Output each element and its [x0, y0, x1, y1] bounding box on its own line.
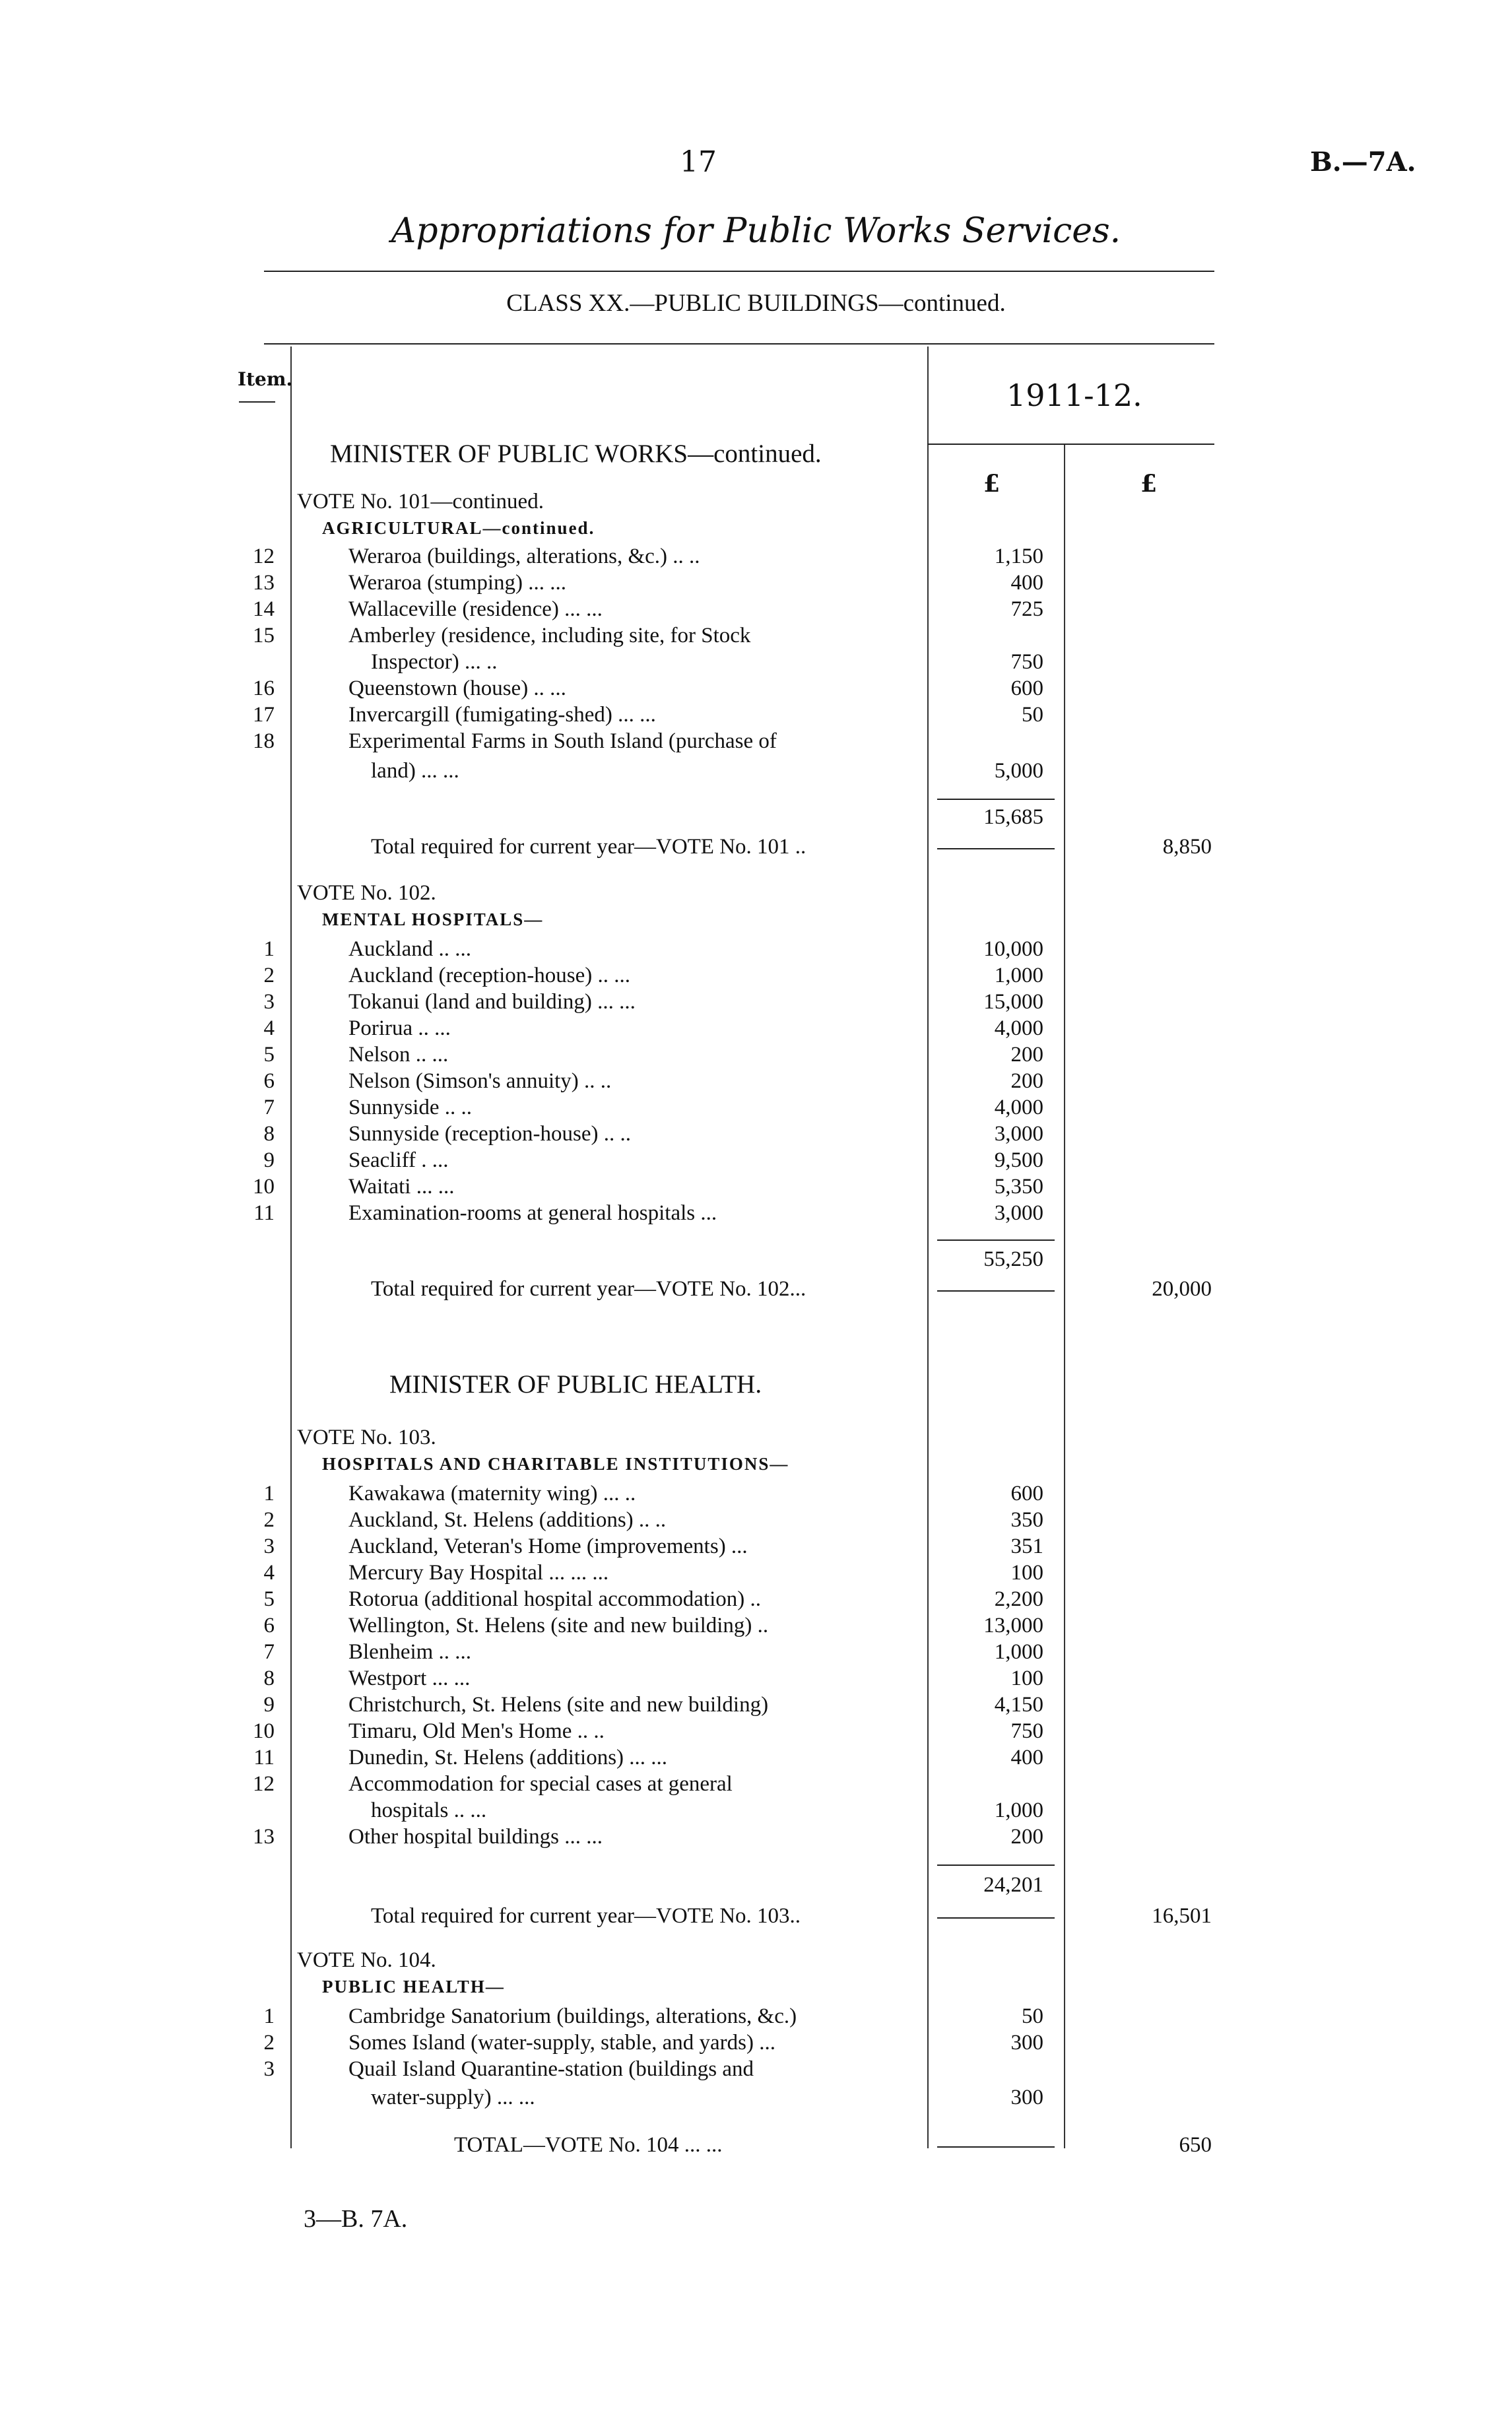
- table-row: [0, 597, 1512, 624]
- item-number: 5: [263, 1043, 275, 1067]
- item-amount: 9,500: [994, 1148, 1043, 1172]
- table-row: [0, 1482, 1512, 1508]
- vote-104-total-label: TOTAL—VOTE No. 104 ... ...: [454, 2133, 723, 2157]
- item-amount: 300: [1010, 2031, 1043, 2055]
- item-description: Tokanui (land and building) ... ...: [348, 990, 636, 1014]
- item-amount: 750: [1010, 1719, 1043, 1743]
- table-row: [0, 937, 1512, 964]
- item-amount: 200: [1010, 1825, 1043, 1849]
- table-row: [0, 1069, 1512, 1096]
- item-description: Other hospital buildings ... ...: [348, 1825, 603, 1849]
- item-number: 9: [263, 1693, 275, 1717]
- item-amount: 5,350: [994, 1175, 1043, 1199]
- item-amount: 600: [1010, 676, 1043, 700]
- currency-rule: [927, 444, 1214, 445]
- table-row: [0, 1508, 1512, 1534]
- table-row: [0, 1175, 1512, 1201]
- vote-104-total: 650: [1179, 2133, 1212, 2157]
- vote-102-total-label: Total required for current year—VOTE No. 102...: [371, 1277, 806, 1301]
- document-reference: B.—7A.: [1310, 147, 1416, 178]
- item-description: Seacliff . ...: [348, 1148, 449, 1172]
- item-number: 6: [263, 1614, 275, 1637]
- item-description-continued: hospitals .. ...: [371, 1798, 487, 1822]
- vote-101-subheading: AGRICULTURAL—continued.: [322, 518, 595, 538]
- total-rule: [937, 1290, 1055, 1292]
- item-description: Examination-rooms at general hospitals ...: [348, 1201, 717, 1225]
- table-row: [0, 1587, 1512, 1614]
- item-description: Christchurch, St. Helens (site and new building): [348, 1693, 769, 1717]
- minister-public-health-heading: MINISTER OF PUBLIC HEALTH.: [389, 1370, 762, 1399]
- table-row: [0, 571, 1512, 597]
- item-number: 3: [263, 990, 275, 1014]
- vote-103-total-label: Total required for current year—VOTE No. 103..: [371, 1904, 801, 1928]
- page-title: Appropriations for Public Works Services.: [391, 211, 1121, 251]
- item-description: Quail Island Quarantine-station (buildings and: [348, 2057, 754, 2081]
- item-amount: 4,000: [994, 1016, 1043, 1040]
- vote-101-total: 8,850: [1162, 835, 1212, 859]
- year-column-header: 1911-12.: [1006, 378, 1142, 413]
- table-row: [0, 1719, 1512, 1746]
- item-underline: [239, 401, 275, 403]
- item-description: Timaru, Old Men's Home .. ..: [348, 1719, 605, 1743]
- item-column-header: Item.: [238, 368, 293, 390]
- item-amount: 100: [1010, 1561, 1043, 1585]
- vote-103-subtotal: 24,201: [983, 1873, 1043, 1897]
- item-number: 8: [263, 1122, 275, 1146]
- table-row: [0, 544, 1512, 571]
- item-amount: 725: [1010, 597, 1043, 621]
- item-description: Auckland, St. Helens (additions) .. ..: [348, 1508, 667, 1532]
- item-number: 15: [253, 624, 275, 647]
- item-description: Wallaceville (residence) ... ...: [348, 597, 603, 621]
- item-number: 11: [253, 1201, 275, 1225]
- table-row: [0, 1666, 1512, 1693]
- item-amount: 1,000: [994, 1640, 1043, 1664]
- item-number: 7: [263, 1096, 275, 1119]
- item-description: Weraroa (stumping) ... ...: [348, 571, 566, 595]
- item-description-continued: land) ... ...: [371, 759, 459, 783]
- item-description: Amberley (residence, including site, for Stock: [348, 624, 751, 647]
- item-amount: 400: [1010, 1746, 1043, 1769]
- class-heading: CLASS XX.—PUBLIC BUILDINGS—continued.: [506, 290, 1006, 317]
- table-row: [0, 1096, 1512, 1122]
- table-row: [0, 1016, 1512, 1043]
- item-description: Sunnyside (reception-house) .. ..: [348, 1122, 631, 1146]
- item-description: Blenheim .. ...: [348, 1640, 472, 1664]
- item-number: 2: [263, 2031, 275, 2055]
- item-number: 16: [253, 676, 275, 700]
- item-number: 4: [263, 1561, 275, 1585]
- item-amount: 4,150: [994, 1693, 1043, 1717]
- vote-104-subheading: PUBLIC HEALTH—: [322, 1977, 505, 1996]
- page-number: 17: [680, 145, 717, 179]
- item-number: 8: [263, 1666, 275, 1690]
- item-number: 17: [253, 703, 275, 727]
- item-number: 2: [263, 1508, 275, 1532]
- item-amount: 600: [1010, 1482, 1043, 1505]
- item-number: 3: [263, 1534, 275, 1558]
- table-row: [0, 1693, 1512, 1719]
- item-number: 10: [253, 1719, 275, 1743]
- item-number: 18: [253, 729, 275, 753]
- item-amount: 1,000: [994, 964, 1043, 987]
- item-number: 12: [253, 1772, 275, 1796]
- signature-mark: 3—B. 7A.: [304, 2205, 408, 2233]
- item-description: Dunedin, St. Helens (additions) ... ...: [348, 1746, 668, 1769]
- item-description: Invercargill (fumigating-shed) ... ...: [348, 703, 656, 727]
- item-amount: 10,000: [983, 937, 1043, 961]
- item-description: Sunnyside .. ..: [348, 1096, 473, 1119]
- currency-header-2: £: [1140, 470, 1158, 498]
- vote-104-heading: VOTE No. 104.: [297, 1948, 436, 1972]
- item-amount: 3,000: [994, 1201, 1043, 1225]
- item-description: Auckland .. ...: [348, 937, 472, 961]
- minister-public-works-heading: MINISTER OF PUBLIC WORKS—continued.: [330, 440, 822, 468]
- subtotal-rule: [937, 1239, 1055, 1241]
- item-number: 12: [253, 544, 275, 568]
- table-row-continuation: [0, 1798, 1512, 1825]
- item-description: Wellington, St. Helens (site and new building) ..: [348, 1614, 769, 1637]
- table-row: [0, 729, 1512, 756]
- table-row: [0, 2031, 1512, 2057]
- vote-102-total: 20,000: [1152, 1277, 1212, 1301]
- item-number: 3: [263, 2057, 275, 2081]
- title-rule: [264, 271, 1214, 272]
- table-row: [0, 2004, 1512, 2031]
- item-amount: 4,000: [994, 1096, 1043, 1119]
- vote-103-subheading: HOSPITALS AND CHARITABLE INSTITUTIONS—: [322, 1454, 789, 1474]
- item-amount: 13,000: [983, 1614, 1043, 1637]
- table-row: [0, 1640, 1512, 1666]
- table-row: [0, 964, 1512, 990]
- item-description: Rotorua (additional hospital accommodation) ..: [348, 1587, 762, 1611]
- item-number: 6: [263, 1069, 275, 1093]
- item-description: Porirua .. ...: [348, 1016, 451, 1040]
- total-rule: [937, 2146, 1055, 2148]
- table-row: [0, 2057, 1512, 2084]
- item-amount: 750: [1010, 650, 1043, 674]
- item-number: 13: [253, 571, 275, 595]
- currency-header-1: £: [983, 470, 1001, 498]
- table-row: [0, 1614, 1512, 1640]
- item-number: 5: [263, 1587, 275, 1611]
- vote-103-heading: VOTE No. 103.: [297, 1426, 436, 1449]
- item-amount: 5,000: [994, 759, 1043, 783]
- item-description: Accommodation for special cases at general: [348, 1772, 733, 1796]
- vote-102-subtotal: 55,250: [983, 1247, 1043, 1271]
- item-description: Nelson (Simson's annuity) .. ..: [348, 1069, 612, 1093]
- table-row: [0, 1201, 1512, 1228]
- vote-102-heading: VOTE No. 102.: [297, 881, 436, 905]
- item-description-continued: Inspector) ... ..: [371, 650, 498, 674]
- item-number: 11: [253, 1746, 275, 1769]
- item-amount: 2,200: [994, 1587, 1043, 1611]
- item-amount: 50: [1022, 703, 1043, 727]
- item-number: 7: [263, 1640, 275, 1664]
- vote-101-subtotal: 15,685: [983, 805, 1043, 829]
- item-description: Weraroa (buildings, alterations, &c.) .. ..: [348, 544, 700, 568]
- table-row: [0, 1746, 1512, 1772]
- subtotal-rule: [937, 1864, 1055, 1866]
- table-row-continuation: [0, 650, 1512, 676]
- item-amount: 15,000: [983, 990, 1043, 1014]
- table-row: [0, 676, 1512, 703]
- table-row: [0, 1043, 1512, 1069]
- item-description: Mercury Bay Hospital ... ... ...: [348, 1561, 609, 1585]
- table-row: [0, 1561, 1512, 1587]
- item-number: 4: [263, 1016, 275, 1040]
- item-description: Cambridge Sanatorium (buildings, alterations, &c.): [348, 2004, 797, 2028]
- item-description: Nelson .. ...: [348, 1043, 449, 1067]
- item-description: Kawakawa (maternity wing) ... ..: [348, 1482, 636, 1505]
- item-amount: 351: [1010, 1534, 1043, 1558]
- item-description: Waitati ... ...: [348, 1175, 455, 1199]
- item-description: Auckland, Veteran's Home (improvements) ...: [348, 1534, 748, 1558]
- vote-101-total-label: Total required for current year—VOTE No. 101 ..: [371, 835, 806, 859]
- table-row: [0, 1772, 1512, 1798]
- item-amount: 350: [1010, 1508, 1043, 1532]
- vote-101-heading: VOTE No. 101—continued.: [297, 490, 544, 513]
- item-description: Queenstown (house) .. ...: [348, 676, 566, 700]
- table-row-continuation: [0, 2086, 1512, 2112]
- item-description: Experimental Farms in South Island (purchase of: [348, 729, 777, 753]
- item-amount: 1,150: [994, 544, 1043, 568]
- item-amount: 200: [1010, 1069, 1043, 1093]
- vote-102-subheading: MENTAL HOSPITALS—: [322, 909, 544, 929]
- item-number: 1: [263, 1482, 275, 1505]
- vote-103-total: 16,501: [1152, 1904, 1212, 1928]
- item-amount: 50: [1022, 2004, 1043, 2028]
- table-row: [0, 1122, 1512, 1148]
- item-number: 1: [263, 2004, 275, 2028]
- item-amount: 300: [1010, 2086, 1043, 2109]
- table-row: [0, 1148, 1512, 1175]
- item-number: 10: [253, 1175, 275, 1199]
- item-description: Somes Island (water-supply, stable, and yards) ...: [348, 2031, 775, 2055]
- item-number: 1: [263, 937, 275, 961]
- item-description: Auckland (reception-house) .. ...: [348, 964, 631, 987]
- table-row: [0, 1534, 1512, 1561]
- item-description-continued: water-supply) ... ...: [371, 2086, 535, 2109]
- table-row: [0, 1825, 1512, 1851]
- item-number: 9: [263, 1148, 275, 1172]
- total-rule: [937, 848, 1055, 849]
- total-rule: [937, 1917, 1055, 1919]
- item-amount: 100: [1010, 1666, 1043, 1690]
- item-amount: 200: [1010, 1043, 1043, 1067]
- table-row: [0, 703, 1512, 729]
- item-amount: 3,000: [994, 1122, 1043, 1146]
- item-number: 14: [253, 597, 275, 621]
- table-top-rule: [264, 343, 1214, 345]
- table-row: [0, 990, 1512, 1016]
- table-row-continuation: [0, 759, 1512, 785]
- table-row: [0, 624, 1512, 650]
- subtotal-rule: [937, 799, 1055, 800]
- item-amount: 1,000: [994, 1798, 1043, 1822]
- item-description: Westport ... ...: [348, 1666, 471, 1690]
- item-number: 13: [253, 1825, 275, 1849]
- item-amount: 400: [1010, 571, 1043, 595]
- item-number: 2: [263, 964, 275, 987]
